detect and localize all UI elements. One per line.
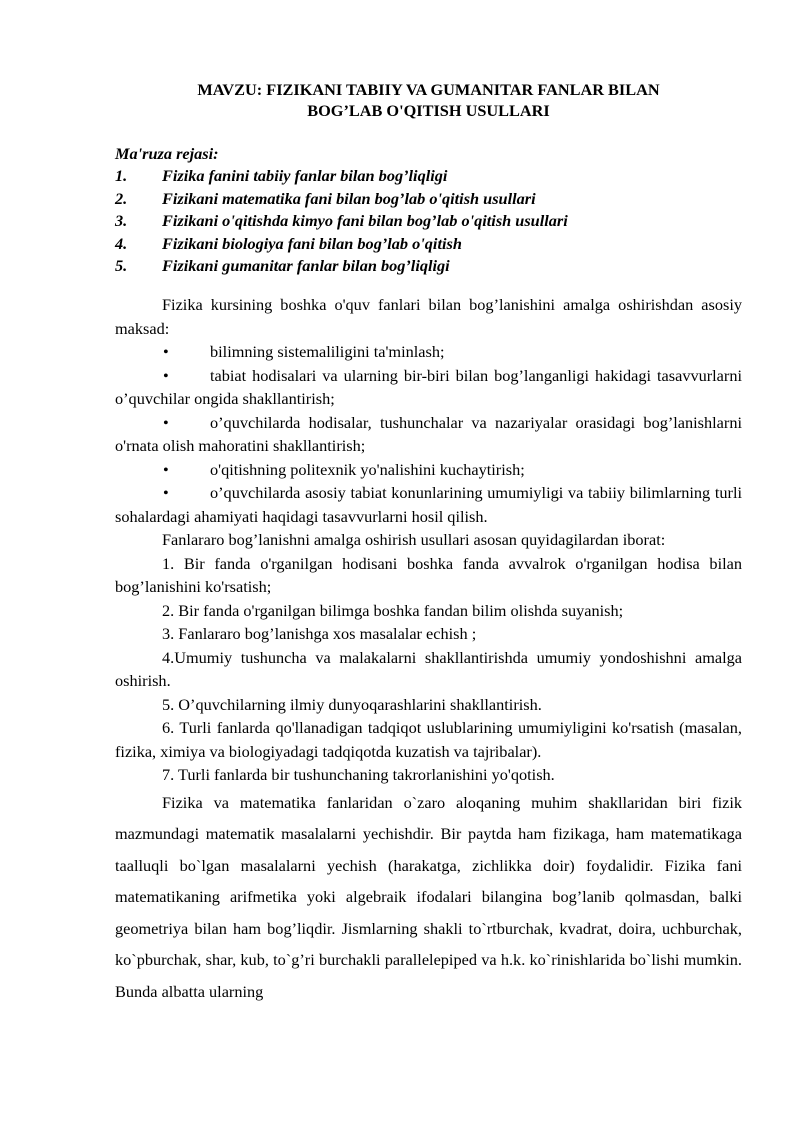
title-line-1: MAVZU: FIZIKANI TABIIY VA GUMANITAR FANLAR BILAN [197,80,660,99]
plan-item-text: Fizikani gumanitar fanlar bilan bog’liqligi [162,256,450,276]
plan-item-text: Fizikani matematika fani bilan bog’lab o'qitish usullari [162,188,536,208]
bullet-icon: • [163,365,169,385]
bullet-icon: • [163,412,169,432]
bullet-item [115,411,742,458]
document-page [115,79,742,1007]
title-line-2: BOG’LAB O'QITISH USULLARI [307,101,550,120]
final-paragraph: Fizika va matematika fanlaridan o`zaro aloqaning muhim shakllaridan biri fizik mazmundagi matematik masalalarni yechishdir. Bir paytda ham fizikaga, ham matematikaga taalluqli bo`lgan masalalarni yechish (harakatga, zichlikka doir) foydalidir. Fizika fani matematikaning arifmetika yoki algebraik ifodalari bilangina bog’lanib qolmasdan, balki geometriya bilan ham bog’liqdir. Jismlarning shakli to`rtburchak, kvadrat, doira, uchburchak, ko`pburchak, shar, kub, to`g’ri burchakli parallelepiped va h.k. ko`rinishlarida bo`lishi mumkin. Bunda albatta ularning [115,792,742,1001]
document-title [115,79,742,121]
plan-heading: Ma'ruza rejasi: [115,144,219,163]
bullet-item [115,340,742,364]
method-item: 2. Bir fanda o'rganilgan bilimga boshka fandan bilim olishda suyanish; [162,600,624,620]
plan-item [115,233,742,255]
method-item: 1. Bir fanda o'rganilgan hodisani boshka fanda avvalrok o'rganilgan hodisa bilan bog’lanishini ko'rsatish; [115,553,742,597]
methods-intro: Fanlararo bog’lanishni amalga oshirish usullari asosan quyidagilardan iborat: [162,530,666,550]
plan-item-number: 4. [115,233,128,253]
method-item: 6. Turli fanlarda qo'llanadigan tadqiqot uslublarining umumiyligini ko'rsatish (masalan, fizika, ximiya va biologiyadagi tadqiqotda kuzatish va tajribalar). [115,718,742,761]
method-item: 5. O’quvchilarning ilmiy dunyoqarashlarini shakllantirish. [162,694,542,714]
bullet-icon: • [163,459,169,479]
bullet-text: o’quvchilarda hodisalar, tushunchalar va nazariyalar orasidagi bog’lanishlarni o'rnata olish mahoratini shakllantirish; [115,412,742,456]
bullet-text: bilimning sistemaliligini ta'minlash; [210,342,445,362]
intro-paragraph: Fizika kursining boshka o'quv fanlari bilan bog’lanishini amalga oshirishdan asosiy maksad: [115,295,742,338]
bullet-icon: • [163,483,169,503]
bullet-item [115,481,742,528]
plan-item [115,188,742,210]
plan-item-text: Fizikani o'qitishda kimyo fani bilan bog’lab o'qitish usullari [162,211,568,231]
bullet-text: o'qitishning politexnik yo'nalishini kuchaytirish; [210,459,525,479]
bullet-text: tabiat hodisalari va ularning bir-biri bilan bog’langanligi hakidagi tasavvurlarni o’quvchilar ongida shakllantirish; [115,365,742,409]
document-body [115,293,742,1007]
bullet-item [115,458,742,482]
method-item: 3. Fanlararo bog’lanishga xos masalalar echish ; [162,624,477,644]
method-item: 7. Turli fanlarda bir tushunchaning takrorlanishini yo'qotish. [162,765,555,785]
plan-item [115,210,742,232]
bullet-icon: • [163,342,169,362]
bullet-text: o’quvchilarda asosiy tabiat konunlarining umumiyligi va tabiiy bilimlarning turli sohalardagi ahamiyati haqidagi tasavvurlarni hosil qilish. [115,483,742,526]
plan-item-number: 3. [115,211,128,231]
bullet-item [115,364,742,411]
plan-item-number: 2. [115,188,128,208]
lecture-plan [115,143,742,277]
plan-item-text: Fizikani biologiya fani bilan bog’lab o'qitish [162,233,462,253]
method-item: 4.Umumiy tushuncha va malakalarni shakllantirishda umumiy yondoshishni amalga oshirish. [115,647,742,691]
plan-item [115,255,742,277]
plan-item [115,165,742,187]
plan-item-text: Fizika fanini tabiiy fanlar bilan bog’liqligi [162,166,448,186]
plan-item-number: 5. [115,256,128,276]
plan-item-number: 1. [115,166,128,186]
